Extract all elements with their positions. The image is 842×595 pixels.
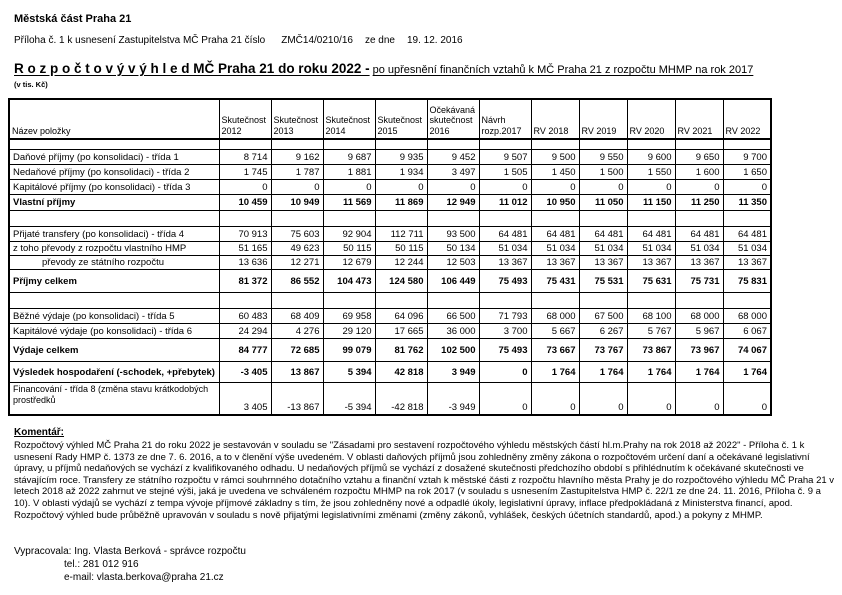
value-cell <box>375 139 427 150</box>
value-cell: 86 552 <box>271 270 323 293</box>
value-cell: 75 431 <box>531 270 579 293</box>
attachment-prefix: Příloha č. 1 k usnesení Zastupitelstva MČ Praha 21 číslo <box>14 35 266 46</box>
value-cell: 3 497 <box>427 165 479 180</box>
value-cell: 1 764 <box>531 362 579 383</box>
row-label: Přijaté transfery (po konsolidaci) - třída 4 <box>9 227 219 242</box>
row-label: Příjmy celkem <box>9 270 219 293</box>
value-cell: 64 481 <box>531 227 579 242</box>
value-cell: 9 687 <box>323 150 375 165</box>
value-cell <box>427 139 479 150</box>
value-cell: 84 777 <box>219 339 271 362</box>
value-cell: 17 665 <box>375 324 427 339</box>
value-cell: -42 818 <box>375 383 427 416</box>
value-cell: 9 935 <box>375 150 427 165</box>
column-header: RV 2021 <box>675 99 723 139</box>
value-cell: 64 096 <box>375 309 427 324</box>
value-cell <box>627 139 675 150</box>
value-cell: 51 034 <box>675 242 723 256</box>
value-cell: 75 631 <box>627 270 675 293</box>
value-cell: 1 600 <box>675 165 723 180</box>
value-cell: 0 <box>579 180 627 195</box>
value-cell: 5 767 <box>627 324 675 339</box>
table-row <box>9 256 771 270</box>
value-cell <box>675 139 723 150</box>
value-cell: 11 350 <box>723 195 771 211</box>
row-label <box>9 139 219 150</box>
value-cell: 11 250 <box>675 195 723 211</box>
value-cell <box>675 293 723 309</box>
value-cell: 1 745 <box>219 165 271 180</box>
table-row <box>9 242 771 256</box>
value-cell: 9 507 <box>479 150 531 165</box>
value-cell: 29 120 <box>323 324 375 339</box>
row-label: Nedaňové příjmy (po konsolidaci) - třída 2 <box>9 165 219 180</box>
value-cell <box>271 211 323 227</box>
value-cell <box>323 139 375 150</box>
comment-heading: Komentář: <box>14 427 65 438</box>
value-cell: 1 934 <box>375 165 427 180</box>
value-cell: 9 550 <box>579 150 627 165</box>
value-cell <box>579 211 627 227</box>
attachment-date: 19. 12. 2016 <box>406 35 463 46</box>
value-cell: 1 505 <box>479 165 531 180</box>
value-cell: 69 958 <box>323 309 375 324</box>
value-cell: 99 079 <box>323 339 375 362</box>
value-cell: 5 667 <box>531 324 579 339</box>
value-cell: 36 000 <box>427 324 479 339</box>
column-header: RV 2020 <box>627 99 675 139</box>
value-cell <box>271 293 323 309</box>
column-header: RV 2018 <box>531 99 579 139</box>
value-cell: 0 <box>531 180 579 195</box>
value-cell: 75 493 <box>479 270 531 293</box>
value-cell <box>427 211 479 227</box>
value-cell: 75 603 <box>271 227 323 242</box>
value-cell <box>723 293 771 309</box>
value-cell: 12 949 <box>427 195 479 211</box>
row-label: Kapitálové výdaje (po konsolidaci) - třída 6 <box>9 324 219 339</box>
value-cell: 64 481 <box>723 227 771 242</box>
value-cell: 1 881 <box>323 165 375 180</box>
value-cell <box>723 211 771 227</box>
value-cell <box>531 139 579 150</box>
value-cell: 1 550 <box>627 165 675 180</box>
unit-note: (v tis. Kč) <box>14 80 48 89</box>
value-cell: 3 949 <box>427 362 479 383</box>
value-cell: 0 <box>479 180 531 195</box>
phone-line: tel.: 281 012 916 <box>64 559 139 571</box>
value-cell: 73 667 <box>531 339 579 362</box>
value-cell: 70 913 <box>219 227 271 242</box>
org-title: Městská část Praha 21 <box>14 13 132 25</box>
document-title-suffix: po upřesnění finančních vztahů k MČ Praha 21 z rozpočtu MHMP na rok 2017 <box>372 64 754 76</box>
column-header: Očekávaná skutečnost 2016 <box>427 99 479 139</box>
value-cell <box>323 293 375 309</box>
value-cell: 73 767 <box>579 339 627 362</box>
footer <box>14 545 842 584</box>
value-cell: 3 405 <box>219 383 271 416</box>
row-label: z toho převody z rozpočtu vlastního HMP <box>9 242 219 256</box>
value-cell: 1 650 <box>723 165 771 180</box>
value-cell <box>219 293 271 309</box>
value-cell: 0 <box>723 383 771 416</box>
table-row <box>9 339 771 362</box>
value-cell: 0 <box>675 383 723 416</box>
row-label: Financování - třída 8 (změna stavu krátkodobých prostředků <box>9 383 219 416</box>
row-label: Vlastní příjmy <box>9 195 219 211</box>
value-cell: 75 831 <box>723 270 771 293</box>
value-cell: 1 450 <box>531 165 579 180</box>
value-cell: 75 531 <box>579 270 627 293</box>
value-cell: 72 685 <box>271 339 323 362</box>
value-cell: 9 700 <box>723 150 771 165</box>
value-cell: -13 867 <box>271 383 323 416</box>
value-cell: 50 115 <box>375 242 427 256</box>
value-cell: 0 <box>219 180 271 195</box>
value-cell: 24 294 <box>219 324 271 339</box>
value-cell: 81 372 <box>219 270 271 293</box>
spacer-row <box>9 139 771 150</box>
row-label: Výdaje celkem <box>9 339 219 362</box>
value-cell: 51 034 <box>579 242 627 256</box>
table-row <box>9 180 771 195</box>
value-cell: 124 580 <box>375 270 427 293</box>
value-cell: 81 762 <box>375 339 427 362</box>
value-cell: 68 000 <box>675 309 723 324</box>
row-label: Daňové příjmy (po konsolidaci) - třída 1 <box>9 150 219 165</box>
spacer-row <box>9 293 771 309</box>
value-cell: 71 793 <box>479 309 531 324</box>
value-cell: 12 679 <box>323 256 375 270</box>
value-cell: 6 267 <box>579 324 627 339</box>
comment-body: Rozpočtový výhled MČ Praha 21 do roku 2022 je sestavován v souladu se "Zásadami pro sestavení rozpočtového výhledu městských částí hl.m.Prahy na rok 2018 až 2022" - Příloha č. 1 k usnesení Rady HMP č. 1373 ze dne 7. 6. 2016, a to v členění výše uvedeném. V oblasti daňových příjmů jsou zohledněny změny zákona o rozpočtovém určení daní a očekávané legislativní úpravy, u příjmů nedaňových se vychází z kvalifikovaného odhadu. U nedaňových příjmů se vychází z dosažené skutečnosti předchozího období s přihlédnutím k očekávané skutečnosti ve stávajícím roce. Transfery ze státního rozpočtu v rámci souhrnného dotačního vztahu a finanční vztah k městské části z rozpočtu hlavního města Prahy je do rozpočtového výhledu MČ Praha 21 v letech 2018 až 2022 zahrnut ve stejné výši, jaká je uvedena ve schváleném rozpočtu MHMP na rok 2017 (v souladu s usnesením Zastupitelstva HMP č. 22/1 ze dne 24. 11. 2016, Příloha č. 9 a 10). V oblasti výdajů se vychází z tempa vývoje příjmové základny s tím, že jsou zohledněny nové a odpadlé úkoly, legislativní úpravy, inflace předpokládaná z Ministerstva financí, apod. Rozpočtový výhled bude průběžně upravován v souladu s nově přijatými legislativními změnami (změny zákonů, vyhlášek, českých účetních standardů, apod.) a pokyny z MHMP. <box>14 440 835 521</box>
value-cell: 1 787 <box>271 165 323 180</box>
value-cell: 64 481 <box>579 227 627 242</box>
value-cell <box>375 293 427 309</box>
table-row <box>9 150 771 165</box>
value-cell: 6 067 <box>723 324 771 339</box>
value-cell: 11 150 <box>627 195 675 211</box>
value-cell: 68 100 <box>627 309 675 324</box>
value-cell: 92 904 <box>323 227 375 242</box>
value-cell: 106 449 <box>427 270 479 293</box>
value-cell: 51 165 <box>219 242 271 256</box>
row-label: převody ze státního rozpočtu <box>9 256 219 270</box>
value-cell: 12 244 <box>375 256 427 270</box>
value-cell: 0 <box>479 362 531 383</box>
table-row <box>9 165 771 180</box>
column-header: Skutečnost 2014 <box>323 99 375 139</box>
value-cell: 11 569 <box>323 195 375 211</box>
value-cell: 0 <box>531 383 579 416</box>
column-header: Návrh rozp.2017 <box>479 99 531 139</box>
value-cell: 75 731 <box>675 270 723 293</box>
value-cell: 50 115 <box>323 242 375 256</box>
value-cell: 0 <box>579 383 627 416</box>
value-cell: 5 394 <box>323 362 375 383</box>
table-row <box>9 270 771 293</box>
value-cell: 9 452 <box>427 150 479 165</box>
header-row <box>9 99 771 139</box>
value-cell: 51 034 <box>627 242 675 256</box>
value-cell: 67 500 <box>579 309 627 324</box>
value-cell: 0 <box>627 180 675 195</box>
value-cell: 68 000 <box>723 309 771 324</box>
value-cell: 1 764 <box>579 362 627 383</box>
attachment-number: ZMČ14/0210/16 <box>281 35 353 46</box>
document-title-main: R o z p o č t o v ý v ý h l e d MČ Praha 21 do roku 2022 - <box>14 61 370 76</box>
value-cell: 12 503 <box>427 256 479 270</box>
document-title <box>14 60 842 78</box>
value-cell <box>531 211 579 227</box>
value-cell: 64 481 <box>675 227 723 242</box>
value-cell: 13 367 <box>627 256 675 270</box>
value-cell: 0 <box>479 383 531 416</box>
value-cell: 9 500 <box>531 150 579 165</box>
value-cell: 10 459 <box>219 195 271 211</box>
value-cell: 0 <box>323 180 375 195</box>
table-row <box>9 362 771 383</box>
attachment-ze-dne-label: ze dne <box>364 35 395 46</box>
table-row <box>9 227 771 242</box>
email-line: e-mail: vlasta.berkova@praha 21.cz <box>64 572 224 584</box>
table-row <box>9 383 771 416</box>
table-row <box>9 309 771 324</box>
value-cell <box>675 211 723 227</box>
budget-table <box>8 98 772 416</box>
value-cell: 112 711 <box>375 227 427 242</box>
value-cell: 9 600 <box>627 150 675 165</box>
value-cell: 13 367 <box>675 256 723 270</box>
value-cell: 66 500 <box>427 309 479 324</box>
value-cell: 5 967 <box>675 324 723 339</box>
table-row <box>9 195 771 211</box>
value-cell: 13 367 <box>479 256 531 270</box>
value-cell: 68 000 <box>531 309 579 324</box>
value-cell <box>627 293 675 309</box>
row-label: Výsledek hospodaření (-schodek, +přebytek) <box>9 362 219 383</box>
column-header: Skutečnost 2012 <box>219 99 271 139</box>
value-cell: -3 405 <box>219 362 271 383</box>
value-cell: 13 367 <box>531 256 579 270</box>
row-label <box>9 211 219 227</box>
value-cell <box>531 293 579 309</box>
value-cell: 49 623 <box>271 242 323 256</box>
column-header: RV 2022 <box>723 99 771 139</box>
value-cell: 13 867 <box>271 362 323 383</box>
value-cell <box>579 293 627 309</box>
value-cell: 13 367 <box>579 256 627 270</box>
value-cell: 75 493 <box>479 339 531 362</box>
value-cell: 74 067 <box>723 339 771 362</box>
value-cell: 11 012 <box>479 195 531 211</box>
value-cell: 9 650 <box>675 150 723 165</box>
value-cell <box>375 211 427 227</box>
value-cell <box>579 139 627 150</box>
value-cell: 0 <box>271 180 323 195</box>
value-cell <box>427 293 479 309</box>
row-label: Běžné výdaje (po konsolidaci) - třída 5 <box>9 309 219 324</box>
value-cell: 1 764 <box>627 362 675 383</box>
column-header: Skutečnost 2013 <box>271 99 323 139</box>
value-cell: 13 636 <box>219 256 271 270</box>
value-cell: 50 134 <box>427 242 479 256</box>
row-label: Kapitálové příjmy (po konsolidaci) - třída 3 <box>9 180 219 195</box>
value-cell: 68 409 <box>271 309 323 324</box>
value-cell: 42 818 <box>375 362 427 383</box>
value-cell: 104 473 <box>323 270 375 293</box>
value-cell: 64 481 <box>479 227 531 242</box>
value-cell: 1 764 <box>675 362 723 383</box>
value-cell <box>271 139 323 150</box>
value-cell: 0 <box>427 180 479 195</box>
value-cell: 9 162 <box>271 150 323 165</box>
value-cell: 102 500 <box>427 339 479 362</box>
attachment-line <box>14 35 842 46</box>
row-label <box>9 293 219 309</box>
value-cell: 13 367 <box>723 256 771 270</box>
value-cell <box>627 211 675 227</box>
value-cell: 12 271 <box>271 256 323 270</box>
spacer-row <box>9 211 771 227</box>
value-cell: 73 967 <box>675 339 723 362</box>
value-cell <box>479 211 531 227</box>
value-cell: 0 <box>627 383 675 416</box>
value-cell <box>323 211 375 227</box>
value-cell: 0 <box>675 180 723 195</box>
value-cell: 1 764 <box>723 362 771 383</box>
value-cell: -3 949 <box>427 383 479 416</box>
value-cell: -5 394 <box>323 383 375 416</box>
value-cell <box>219 211 271 227</box>
value-cell: 0 <box>375 180 427 195</box>
value-cell: 10 950 <box>531 195 579 211</box>
value-cell: 1 500 <box>579 165 627 180</box>
value-cell <box>723 139 771 150</box>
value-cell: 8 714 <box>219 150 271 165</box>
column-header-name: Název položky <box>9 99 219 139</box>
value-cell: 4 276 <box>271 324 323 339</box>
value-cell: 64 481 <box>627 227 675 242</box>
value-cell: 0 <box>723 180 771 195</box>
value-cell: 3 700 <box>479 324 531 339</box>
value-cell: 93 500 <box>427 227 479 242</box>
value-cell: 51 034 <box>723 242 771 256</box>
value-cell: 73 867 <box>627 339 675 362</box>
value-cell: 51 034 <box>479 242 531 256</box>
value-cell: 11 050 <box>579 195 627 211</box>
prepared-by-line: Vypracovala: Ing. Vlasta Berková - správce rozpočtu <box>14 546 246 558</box>
value-cell <box>479 139 531 150</box>
column-header: RV 2019 <box>579 99 627 139</box>
value-cell <box>479 293 531 309</box>
value-cell: 11 869 <box>375 195 427 211</box>
column-header: Skutečnost 2015 <box>375 99 427 139</box>
table-row <box>9 324 771 339</box>
value-cell: 60 483 <box>219 309 271 324</box>
value-cell: 10 949 <box>271 195 323 211</box>
value-cell: 51 034 <box>531 242 579 256</box>
value-cell <box>219 139 271 150</box>
